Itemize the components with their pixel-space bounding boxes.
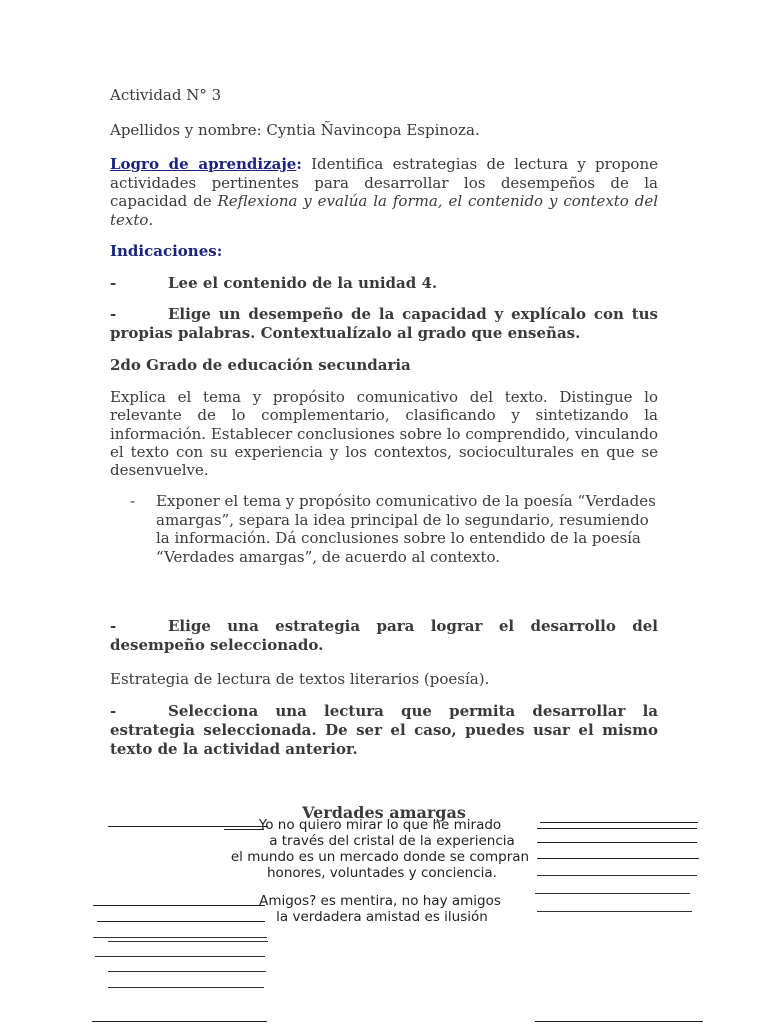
desempeno-paragraph: Explica el tema y propósito comunicativo del texto. Distingue lo relevante de lo complementario, clasificando y sintetizando la información. Establecer conclusiones sobre lo comprendido, vinculando el texto con su experiencia y los contextos, socioculturales en que se desenvuelve. (110, 388, 658, 480)
logro-paragraph (110, 155, 658, 229)
instruction-text: Elige un desempeño de la capacidad y explícalo con tus propias palabras. Contextualízalo al grado que enseñas. (110, 305, 658, 342)
instruction-text: Lee el contenido de la unidad 4. (168, 274, 438, 292)
scribble-line (97, 921, 265, 922)
logro-colon: : (296, 155, 302, 173)
dash-marker: - (110, 702, 117, 721)
poem-line: honores, voluntades y conciencia. (267, 865, 497, 881)
scribble-line (95, 956, 265, 957)
poem-text (200, 817, 560, 925)
poem-line: Amigos? es mentira, no hay amigos (259, 893, 501, 909)
scribble-line (93, 905, 265, 906)
poem-title: Verdades amargas (302, 803, 466, 823)
scribble-line (224, 829, 264, 830)
bullet-text: Exponer el tema y propósito comunicativo de la poesía “Verdades amargas”, separa la idea principal de lo segundario, resumiendo la información. Dá conclusiones sobre lo entendido de la poesía “Verdades amargas”, de acuerdo al contexto. (156, 492, 656, 566)
activity-title: Actividad N° 3 (110, 86, 222, 104)
scribble-line (92, 1021, 267, 1022)
poem-line: a través del cristal de la experiencia (269, 833, 515, 849)
instruction-item (110, 305, 658, 343)
instruction-item (110, 702, 658, 759)
scribble-line (108, 941, 268, 942)
logro-emphasis: Reflexiona y evalúa la forma, el contenido y contexto del texto (110, 192, 659, 229)
dash-marker: - (110, 305, 117, 323)
scribble-line (108, 826, 268, 827)
poem-line: el mundo es un mercado donde se compran (230, 849, 530, 865)
bullet-marker: - (130, 492, 136, 511)
dash-marker: - (110, 617, 117, 636)
estrategia-line: Estrategia de lectura de textos literarios (poesía). (110, 670, 490, 689)
poem-line: Yo no quiero mirar lo que he mirado (258, 817, 502, 833)
scribble-line (108, 971, 266, 972)
scribble-line (535, 893, 690, 894)
scribble-line (540, 822, 698, 823)
poem-line: la verdadera amistad es ilusión (276, 909, 488, 925)
student-name-line: Apellidos y nombre: Cyntia Ñavincopa Espinoza. (110, 121, 480, 139)
indicaciones-heading: Indicaciones: (110, 242, 223, 260)
grade-heading: 2do Grado de educación secundaria (110, 356, 411, 374)
logro-period: . (148, 210, 154, 229)
scribble-line (535, 1021, 703, 1022)
poem-line (200, 881, 560, 893)
scribble-line (93, 937, 267, 938)
logro-label[interactable]: Logro de aprendizaje (110, 155, 297, 173)
document-body (110, 86, 658, 822)
scribble-line (537, 911, 692, 912)
scribble-line (537, 828, 697, 829)
instruction-item (110, 617, 658, 655)
dash-marker: - (110, 274, 117, 292)
scribble-line (537, 858, 699, 859)
scribble-line (108, 987, 264, 988)
logro-text: Identifica estrategias de lectura y propone actividades pertinentes para desarrollar los desempeños de la capacidad de (110, 155, 658, 210)
instruction-item (110, 274, 658, 292)
instruction-text: Elige una estrategia para lograr el desarrollo del desempeño seleccionado. (110, 617, 658, 655)
scribble-line (537, 842, 697, 843)
bullet-item (130, 492, 658, 566)
instruction-text: Selecciona una lectura que permita desarrollar la estrategia seleccionada. De ser el caso, puedes usar el mismo texto de la actividad anterior. (110, 702, 658, 759)
scribble-line (537, 875, 697, 876)
